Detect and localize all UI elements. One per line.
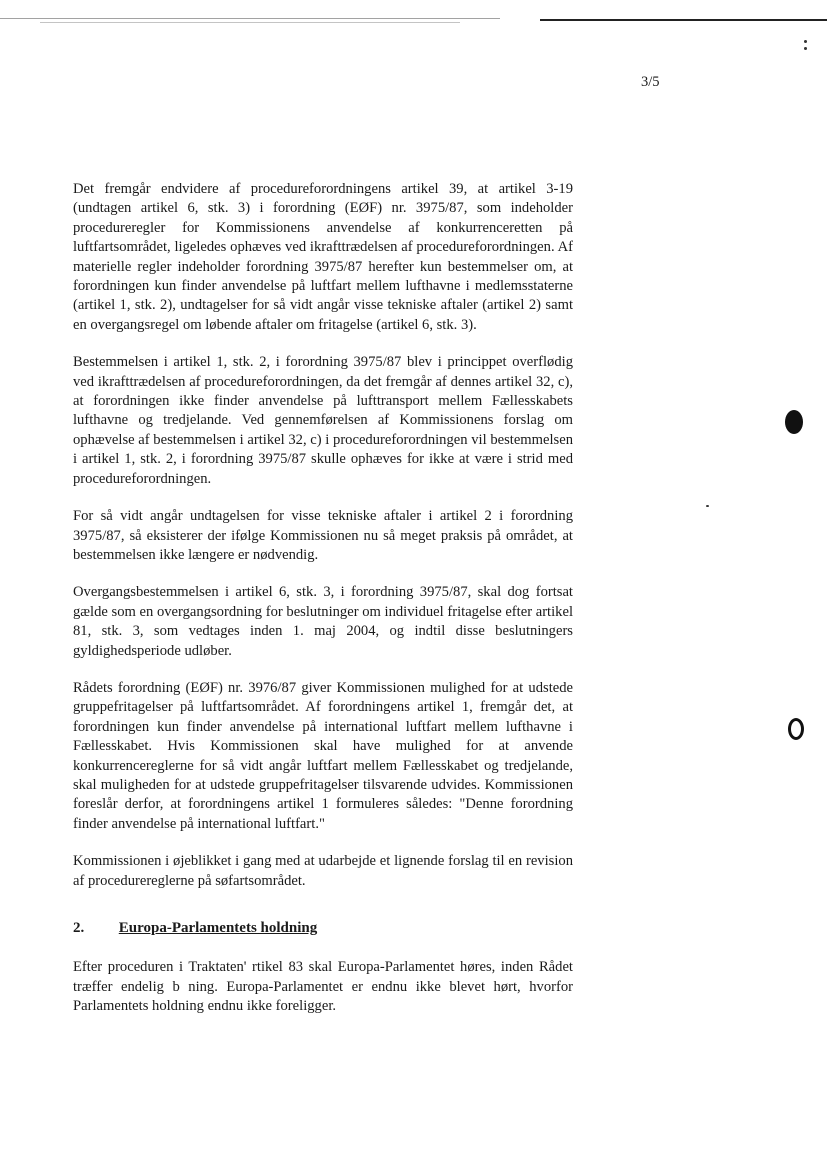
section-number: 2. (73, 920, 85, 936)
document-body (73, 180, 573, 1035)
scan-speck (706, 505, 709, 507)
section-heading (73, 919, 573, 938)
paragraph: For så vidt angår undtagelsen for visse tekniske aftaler i artikel 2 i forordning 3975/87, så eksisterer der ifølge Kommissionen nu så meget praksis på området, at bestemmelsen ikke længere er nødvendig. (73, 508, 573, 563)
scan-speck (804, 47, 807, 50)
scan-speck (804, 40, 807, 43)
paragraph: Kommissionen i øjeblikket i gang med at udarbejde et lignende forslag til en revision af procedurereglerne på søfartsområdet. (73, 853, 573, 889)
paragraph: Overgangsbestemmelsen i artikel 6, stk. 3, i forordning 3975/87, skal dog fortsat gælde som en overgangsordning for beslutninger om individuel fritagelse efter artikel 81, stk. 3, som vedtages inden 1. maj 2004, og indtil disse beslutningers gyldighedsperiode udløber. (73, 584, 573, 659)
paragraph: Det fremgår endvidere af procedureforordningens artikel 39, at artikel 3-19 (undtagen artikel 6, stk. 3) i forordning (EØF) nr. 3975/87, som indeholder procedureregler for Kommissionens anvendelse af konkurrenceretten på luftfartsområdet, ligeledes ophæves ved ikrafttrædelsen af procedureforordningen. Af materielle regler indeholder forordning 3975/87 herefter kun bestemmelser om, at forordningen kun finder anvendelse på luftfart mellem lufthavne i medlemsstaterne (artikel 1, stk. 2), undtagelser for så vidt angår visse tekniske aftaler (artikel 2) samt en overgangsregel om løbende aftaler om fritagelse (artikel 6, stk. 3). (73, 181, 573, 333)
paragraph: Rådets forordning (EØF) nr. 3976/87 giver Kommissionen mulighed for at udstede gruppefritagelser på luftfartsområdet. Af forordningens artikel 1, fremgår det, at forordningen kun finder anvendelse på international luftfart mellem lufthavne i Fællesskabet. Hvis Kommissionen skal have mulighed for at anvende konkurrencereglerne for så vidt angår luftfart mellem Fællesskabet og tredjelande, skal muligheden for at udstede gruppefritagelser tilsvarende udvides. Kommissionen foreslår derfor, at forordningens artikel 1 formuleres således: "Denne forordning finder anvendelse på international luftfart." (73, 679, 573, 832)
scan-artifact-line (0, 18, 500, 19)
section-title: Europa-Parlamentets holdning (118, 920, 318, 936)
scan-artifact-line (540, 19, 827, 21)
punch-hole-mark (788, 718, 804, 740)
punch-hole-mark (785, 410, 803, 434)
scan-artifact-line (40, 22, 460, 23)
paragraph: Efter proceduren i Traktaten' rtikel 83 skal Europa-Parlamentet høres, inden Rådet træffer endelig b ning. Europa-Parlamentet er endnu ikke blevet hørt, hvorfor Parlamentets holdning endnu ikke foreligger. (73, 959, 573, 1015)
page-number: 3/5 (641, 74, 660, 90)
paragraph: Bestemmelsen i artikel 1, stk. 2, i forordning 3975/87 blev i princippet overflødig ved ikrafttrædelsen af procedureforordningen, da det fremgår af dennes artikel 32, c), at forordningen ikke finder anvendelse på lufttransport mellem Fællesskabets lufthavne og tredjelande. Ved gennemførelsen af Kommissionens forslag om ophævelse af bestemmelsen i artikel 32, c) i procedureforordningen vil bestemmelsen i artikel 1, stk. 2, i forordning 3975/87 skulle ophæves for ikke at være i strid med procedureforordningen. (73, 354, 573, 487)
